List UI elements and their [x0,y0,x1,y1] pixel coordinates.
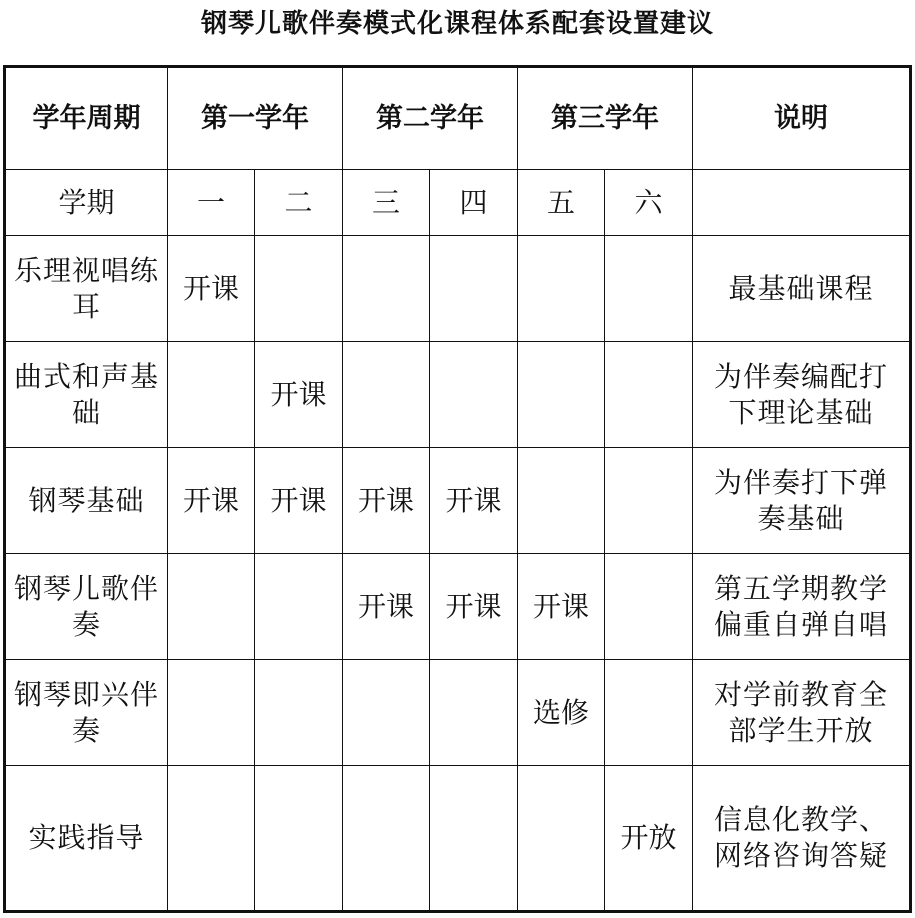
course-cell: 开课 [343,448,430,554]
year-header-row [5,67,911,170]
course-note: 最基础课程 [693,236,911,342]
table-title: 钢琴儿歌伴奏模式化课程体系配套设置建议 [200,9,714,39]
table-row [5,660,911,766]
table-row [5,554,911,660]
semester-6: 六 [605,170,693,236]
course-cell [255,236,343,342]
period-header: 学年周期 [5,67,168,170]
course-cell: 开课 [168,236,255,342]
course-cell [430,342,518,448]
course-schedule-table [3,65,912,913]
course-cell [255,766,343,912]
semester-3: 三 [343,170,430,236]
course-cell [168,660,255,766]
course-note: 为伴奏编配打下理论基础 [693,342,911,448]
course-note: 信息化教学、网络咨询答疑 [693,766,911,912]
semester-1: 一 [168,170,255,236]
course-cell [255,554,343,660]
table-row [5,236,911,342]
course-cell [343,236,430,342]
course-cell: 开课 [255,448,343,554]
course-cell [430,236,518,342]
course-cell [605,660,693,766]
course-cell [518,236,605,342]
course-cell [605,448,693,554]
semester-5: 五 [518,170,605,236]
course-name: 曲式和声基础 [5,342,168,448]
table-row [5,448,911,554]
course-note: 第五学期教学偏重自弹自唱 [693,554,911,660]
course-name: 钢琴即兴伴奏 [5,660,168,766]
course-cell: 选修 [518,660,605,766]
semester-2: 二 [255,170,343,236]
semester-4: 四 [430,170,518,236]
course-name: 乐理视唱练耳 [5,236,168,342]
course-cell [343,766,430,912]
table-row [5,766,911,912]
course-cell [518,766,605,912]
semester-note [693,170,911,236]
course-cell: 开课 [255,342,343,448]
course-cell [430,766,518,912]
course-name: 钢琴儿歌伴奏 [5,554,168,660]
course-cell: 开课 [430,554,518,660]
course-cell: 开课 [430,448,518,554]
course-cell [168,342,255,448]
semester-row [5,170,911,236]
course-name: 实践指导 [5,766,168,912]
course-cell [343,342,430,448]
course-cell: 开放 [605,766,693,912]
year-header-3: 第三学年 [518,67,693,170]
course-cell [518,448,605,554]
course-cell [255,660,343,766]
course-name: 钢琴基础 [5,448,168,554]
table-row [5,342,911,448]
course-cell [518,342,605,448]
course-cell [168,554,255,660]
course-cell: 开课 [343,554,430,660]
course-note: 对学前教育全部学生开放 [693,660,911,766]
course-cell: 开课 [168,448,255,554]
semester-label: 学期 [5,170,168,236]
course-cell [605,236,693,342]
year-header-2: 第二学年 [343,67,518,170]
course-cell [605,342,693,448]
course-cell: 开课 [518,554,605,660]
course-cell [168,766,255,912]
course-cell [605,554,693,660]
course-cell [343,660,430,766]
year-header-1: 第一学年 [168,67,343,170]
course-note: 为伴奏打下弹奏基础 [693,448,911,554]
course-cell [430,660,518,766]
note-header: 说明 [693,67,911,170]
